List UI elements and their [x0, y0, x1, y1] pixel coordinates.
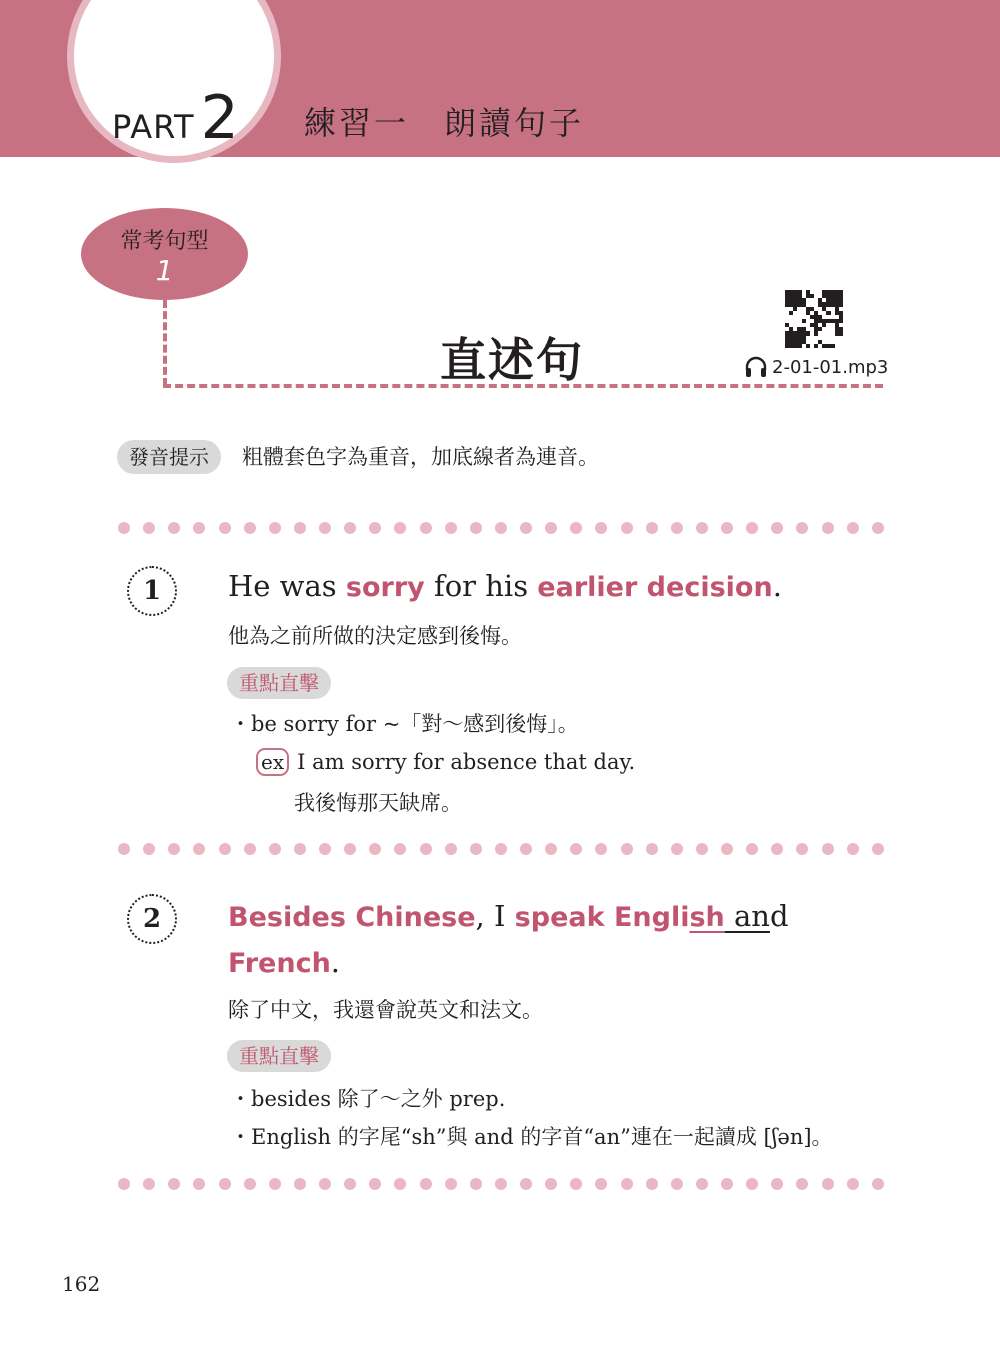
divider-dot [570, 1178, 582, 1190]
stressed-word: French [228, 948, 331, 979]
divider-dot [445, 1178, 457, 1190]
divider-dot [344, 843, 356, 855]
divider-dot [872, 522, 884, 534]
part-word: PART [112, 108, 195, 146]
divider-dot [847, 1178, 859, 1190]
divider-dot [822, 843, 834, 855]
divider-dot [168, 522, 180, 534]
divider-dot [847, 522, 859, 534]
sentence-translation: 他為之前所做的決定感到後悔。 [228, 624, 522, 648]
example-sentence [228, 564, 782, 610]
divider-dot [771, 1178, 783, 1190]
divider-dot [294, 522, 306, 534]
divider-dot [520, 843, 532, 855]
part-label [112, 83, 239, 153]
divider-dot [269, 1178, 281, 1190]
divider-dot [696, 1178, 708, 1190]
divider-dot [545, 1178, 557, 1190]
divider-dot [696, 843, 708, 855]
divider-dot [746, 843, 758, 855]
audio-track[interactable] [744, 356, 888, 378]
divider-dot [847, 843, 859, 855]
divider-dot [420, 522, 432, 534]
divider-dot [394, 843, 406, 855]
divider-dot [420, 1178, 432, 1190]
divider-dot [143, 522, 155, 534]
divider-dot [621, 522, 633, 534]
sentence-translation: 除了中文，我還會說英文和法文。 [228, 998, 543, 1022]
divider-dot [420, 843, 432, 855]
divider-dot [621, 843, 633, 855]
page-number: 162 [62, 1272, 101, 1296]
divider-dot [294, 1178, 306, 1190]
divider-dot [771, 843, 783, 855]
divider-dot [319, 1178, 331, 1190]
sentence-text: , I [475, 899, 515, 933]
key-points-badge: 重點直擊 [227, 1040, 331, 1072]
divider-dot [445, 843, 457, 855]
divider-dot [244, 522, 256, 534]
key-point: ・be sorry for ~「對～感到後悔」。 [230, 712, 579, 736]
item-number-badge: 1 [127, 566, 177, 616]
sentence-text: . [330, 945, 341, 979]
divider-dot [470, 522, 482, 534]
divider-dot [369, 843, 381, 855]
divider-dot [445, 522, 457, 534]
divider-dot [193, 522, 205, 534]
part-number: 2 [200, 83, 239, 153]
divider-dot [244, 843, 256, 855]
divider-dot [822, 522, 834, 534]
divider-dot [118, 1178, 130, 1190]
hint-text: 粗體套色字為重音，加底線者為連音。 [242, 445, 599, 469]
divider-dot [595, 1178, 607, 1190]
qr-module [839, 344, 843, 348]
divider-dot [344, 1178, 356, 1190]
dotted-divider [118, 843, 884, 855]
divider-dot [545, 522, 557, 534]
divider-dot [219, 1178, 231, 1190]
divider-dot [294, 843, 306, 855]
example-sentence-text: I am sorry for absence that day. [297, 750, 636, 774]
divider-dot [344, 522, 356, 534]
sentence-text: for his [424, 569, 538, 603]
divider-dot [746, 522, 758, 534]
divider-dot [721, 843, 733, 855]
divider-dot [646, 843, 658, 855]
divider-dot [796, 522, 808, 534]
divider-dot [394, 1178, 406, 1190]
dotted-divider [118, 522, 884, 534]
hint-badge: 發音提示 [117, 440, 221, 474]
divider-dot [168, 843, 180, 855]
linked-sound: an [733, 899, 770, 933]
key-points-badge: 重點直擊 [227, 667, 331, 699]
dotted-divider [118, 1178, 884, 1190]
divider-dot [168, 1178, 180, 1190]
divider-dot [570, 843, 582, 855]
stressed-word: Besides Chinese [228, 902, 476, 933]
sentence-text: He was [228, 569, 346, 603]
divider-dot [193, 843, 205, 855]
divider-dot [193, 1178, 205, 1190]
divider-dot [470, 1178, 482, 1190]
divider-dot [671, 843, 683, 855]
sentence-text: d [769, 899, 789, 933]
key-point: ・besides 除了～之外 prep. [230, 1087, 506, 1111]
pattern-badge [81, 208, 248, 300]
pattern-label: 常考句型 [120, 229, 209, 254]
divider-dot [696, 522, 708, 534]
divider-dot [872, 1178, 884, 1190]
divider-dot [269, 522, 281, 534]
divider-dot [118, 522, 130, 534]
divider-dot [319, 843, 331, 855]
divider-dot [520, 522, 532, 534]
divider-dot [796, 1178, 808, 1190]
key-point: ・English 的字尾“sh”與 and 的字首“an”連在一起讀成 [ʃən]。 [230, 1125, 833, 1149]
audio-file-label: 2-01-01.mp3 [772, 356, 889, 378]
linked-sound-space [725, 899, 734, 933]
divider-dot [746, 1178, 758, 1190]
divider-dot [595, 843, 607, 855]
stressed-word: speak Engli [514, 902, 690, 933]
page-title: 練習一 朗讀句子 [304, 104, 585, 142]
headphones-icon [744, 356, 768, 378]
divider-dot [646, 522, 658, 534]
example-row [256, 748, 635, 776]
linked-sound: sh [689, 902, 725, 933]
divider-dot [219, 843, 231, 855]
divider-dot [646, 1178, 658, 1190]
example-translation: 我後悔那天缺席。 [294, 791, 462, 815]
divider-dot [470, 843, 482, 855]
divider-dot [143, 1178, 155, 1190]
divider-dot [495, 843, 507, 855]
stressed-word: sorry [345, 572, 425, 603]
item-number-badge: 2 [127, 894, 177, 944]
divider-dot [269, 843, 281, 855]
example-marker: ex [256, 748, 289, 776]
divider-dot [872, 843, 884, 855]
divider-dot [796, 843, 808, 855]
divider-dot [671, 1178, 683, 1190]
divider-dot [822, 1178, 834, 1190]
divider-dot [118, 843, 130, 855]
divider-dot [570, 522, 582, 534]
divider-dot [319, 522, 331, 534]
dashed-connector-vertical [163, 300, 167, 386]
divider-dot [219, 522, 231, 534]
divider-dot [394, 522, 406, 534]
divider-dot [671, 522, 683, 534]
divider-dot [143, 843, 155, 855]
divider-dot [545, 843, 557, 855]
divider-dot [721, 1178, 733, 1190]
divider-dot [495, 1178, 507, 1190]
divider-dot [369, 1178, 381, 1190]
divider-dot [520, 1178, 532, 1190]
pattern-number: 1 [155, 254, 174, 287]
divider-dot [369, 522, 381, 534]
qr-code [785, 290, 843, 348]
divider-dot [621, 1178, 633, 1190]
divider-dot [495, 522, 507, 534]
divider-dot [771, 522, 783, 534]
divider-dot [244, 1178, 256, 1190]
section-title: 直述句 [440, 333, 584, 387]
divider-dot [721, 522, 733, 534]
divider-dot [595, 522, 607, 534]
sentence-text: . [772, 569, 782, 603]
stressed-word: earlier decision [537, 572, 773, 603]
example-sentence [228, 894, 828, 986]
